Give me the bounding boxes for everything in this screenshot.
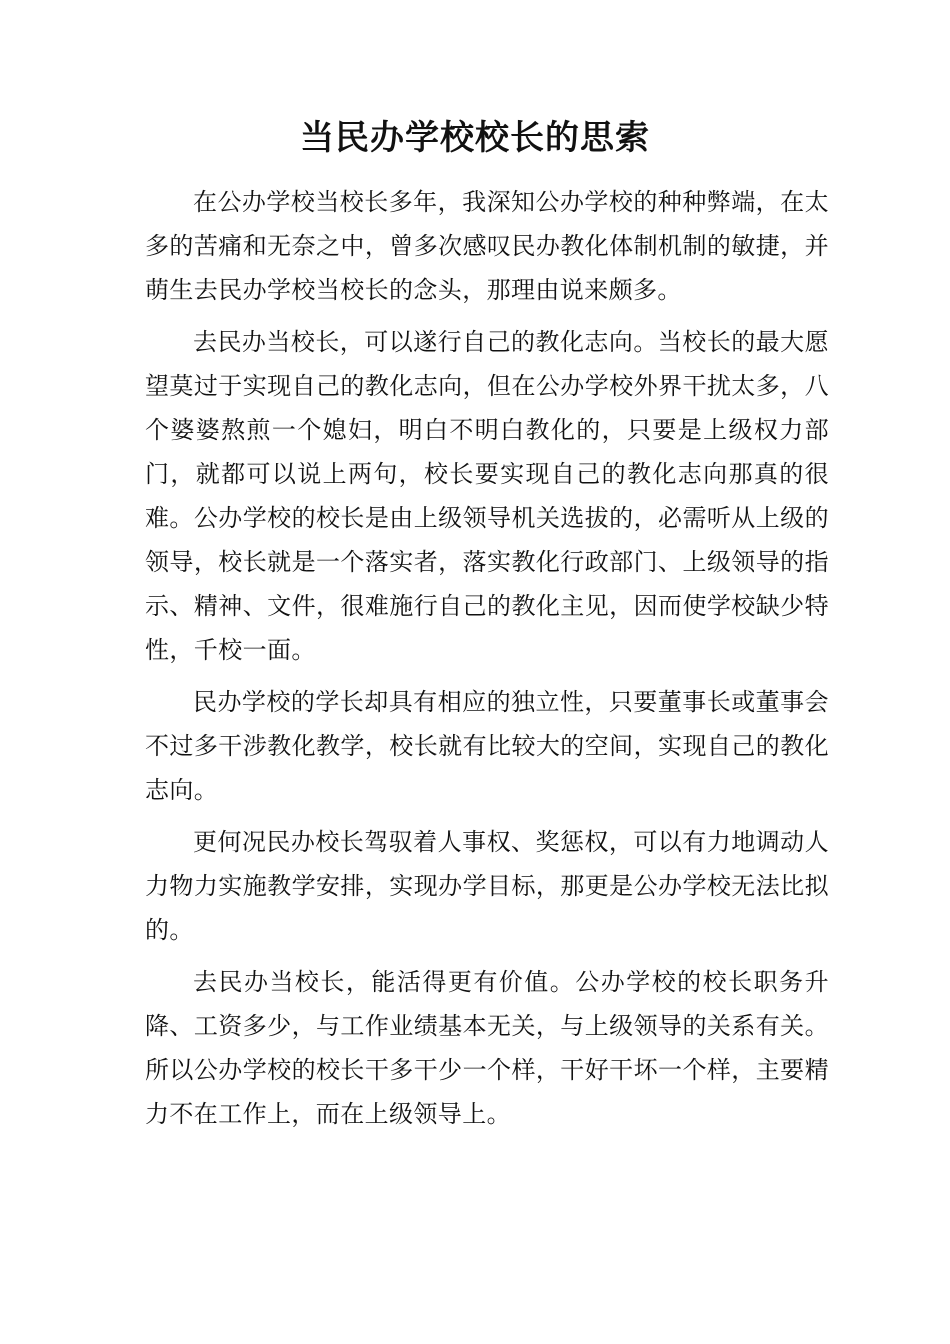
paragraph-2: 去民办当校长，可以遂行自己的教化志向。当校长的最大愿望莫过于实现自己的教化志向，但在公办学校外界干扰太多，八个婆婆熬煎一个媳妇，明白不明白教化的，只要是上级权力部门，就都可以说上两句，校长要实现自己的教化志向那真的很难。公办学校的校长是由上级领导机关选拔的，必需听从上级的领导，校长就是一个落实者，落实教化行政部门、上级领导的指示、精神、文件，很难施行自己的教化主见，因而使学校缺少特性，千校一面。: [145, 328, 829, 664]
paragraph-4: 更何况民办校长驾驭着人事权、奖惩权，可以有力地调动人力物力实施教学安排，实现办学目标，那更是公办学校无法比拟的。: [145, 828, 829, 944]
paragraph-5: 去民办当校长，能活得更有价值。公办学校的校长职务升降、工资多少，与工作业绩基本无关，与上级领导的关系有关。所以公办学校的校长干多干少一个样，干好干坏一个样，主要精力不在工作上，而在上级领导上。: [145, 968, 829, 1128]
document-title: 当民办学校校长的思索: [300, 118, 650, 158]
paragraph-1: 在公办学校当校长多年，我深知公办学校的种种弊端，在太多的苦痛和无奈之中，曾多次感叹民办教化体制机制的敏捷，并萌生去民办学校当校长的念头，那理由说来颇多。: [145, 188, 829, 304]
document-body: [145, 180, 829, 1144]
paragraph-3: 民办学校的学长却具有相应的独立性，只要董事长或董事会不过多干涉教化教学，校长就有比较大的空间，实现自己的教化志向。: [145, 688, 829, 804]
